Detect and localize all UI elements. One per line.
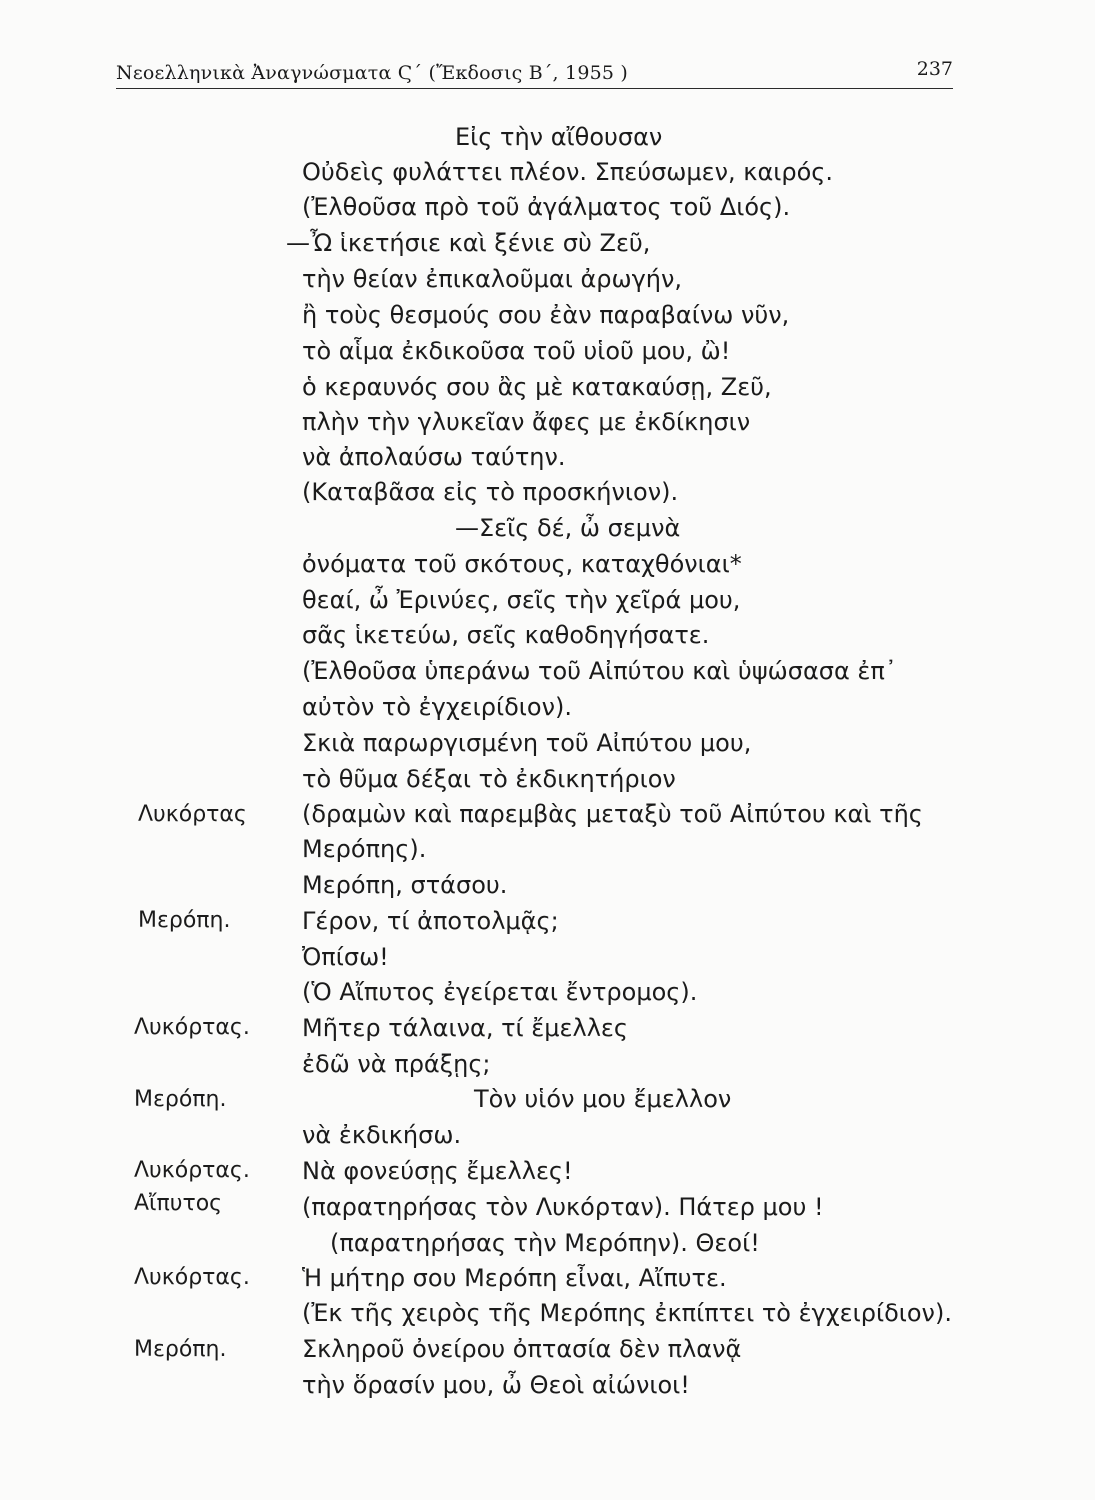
running-header: [116, 58, 953, 89]
stage-direction: (Ὁ Αἴπυτος ἐγείρεται ἔντρομος).: [302, 978, 698, 1006]
verse-line: τὴν ὅρασίν μου, ὦ Θεοὶ αἰώνιοι!: [302, 1371, 690, 1399]
verse-line: τὴν θείαν ἐπικαλοῦμαι ἀρωγήν,: [302, 265, 683, 293]
stage-direction: (παρατηρήσας τὸν Λυκόρταν). Πάτερ μου !: [302, 1193, 824, 1221]
speaker-label: Λυκόρτας.: [134, 1015, 250, 1040]
verse-line: Μῆτερ τάλαινα, τί ἔμελλες: [302, 1014, 628, 1042]
stage-direction: αὐτὸν τὸ ἐγχειρίδιον).: [302, 693, 573, 721]
verse-line: Σκληροῦ ὀνείρου ὀπτασία δὲν πλανᾷ: [302, 1335, 742, 1363]
verse-line: σᾶς ἱκετεύω, σεῖς καθοδηγήσατε.: [302, 621, 710, 649]
stage-direction: (Καταβᾶσα εἰς τὸ προσκήνιον).: [302, 478, 679, 506]
verse-line: ὀνόματα τοῦ σκότους, καταχθόνιαι*: [302, 550, 742, 578]
verse-line: ὁ κεραυνός σου ἂς μὲ κατακαύσῃ, Ζεῦ,: [302, 373, 772, 401]
verse-line: Γέρον, τί ἀποτολμᾷς;: [302, 907, 559, 935]
speaker-label: Αἴπυτος: [134, 1191, 223, 1216]
running-head: Νεοελληνικὰ Ἀναγνώσματα Ϛ΄ (Ἔκδοσις Β΄, 1955 ): [116, 62, 629, 84]
verse-line: Ἡ μήτηρ σου Μερόπη εἶναι, Αἴπυτε.: [302, 1264, 727, 1292]
verse-line: θεαί, ὦ Ἐρινύες, σεῖς τὴν χεῖρά μου,: [302, 586, 741, 614]
verse-line: Σκιὰ παρωργισμένη τοῦ Αἰπύτου μου,: [302, 729, 752, 757]
speaker-label: Λυκόρτας: [138, 802, 247, 827]
stage-direction: (δραμὼν καὶ παρεμβὰς μεταξὺ τοῦ Αἰπύτου καὶ τῆς: [302, 800, 923, 828]
speaker-label: Λυκόρτας.: [134, 1158, 250, 1183]
verse-line: Μερόπη, στάσου.: [302, 871, 508, 899]
stage-direction: Εἰς τὴν αἴθουσαν: [455, 123, 663, 151]
stage-direction: (Ἐκ τῆς χειρὸς τῆς Μερόπης ἐκπίπτει τὸ ἐγχειρίδιον).: [302, 1299, 952, 1327]
speaker-label: Μερόπη.: [134, 1087, 227, 1112]
verse-line: Ὀπίσω!: [302, 943, 389, 971]
verse-line: νὰ ἀπολαύσω ταύτην.: [302, 443, 566, 471]
verse-line: —Σεῖς δέ, ὦ σεμνὰ: [455, 514, 681, 542]
verse-line: τὸ αἷμα ἐκδικοῦσα τοῦ υἱοῦ μου, ὢ!: [302, 337, 731, 365]
page-number: 237: [916, 58, 953, 80]
stage-direction: (Ἐλθοῦσα πρὸ τοῦ ἀγάλματος τοῦ Διός).: [302, 193, 791, 221]
verse-line: Νὰ φονεύσῃς ἔμελλες!: [302, 1157, 573, 1185]
verse-line: πλὴν τὴν γλυκεῖαν ἄφες με ἐκδίκησιν: [302, 408, 751, 436]
speaker-label: Λυκόρτας.: [134, 1265, 250, 1290]
speaker-label: Μερόπη.: [138, 908, 231, 933]
verse-line: νὰ ἐκδικήσω.: [302, 1121, 462, 1149]
stage-direction: (παρατηρήσας τὴν Μερόπην). Θεοί!: [330, 1229, 760, 1257]
verse-line: —Ὦ ἱκετήσιε καὶ ξένιε σὺ Ζεῦ,: [286, 229, 651, 257]
verse-line: Τὸν υἱόν μου ἔμελλον: [474, 1085, 732, 1113]
verse-line: Οὐδεὶς φυλάττει πλέον. Σπεύσωμεν, καιρός.: [302, 158, 834, 186]
verse-line: ἐδῶ νὰ πράξῃς;: [302, 1050, 491, 1078]
stage-direction: Μερόπης).: [302, 835, 427, 863]
speaker-label: Μερόπη.: [134, 1337, 227, 1362]
verse-line: τὸ θῦμα δέξαι τὸ ἐκδικητήριον: [302, 765, 676, 793]
verse-line: ἢ τοὺς θεσμούς σου ἐὰν παραβαίνω νῦν,: [302, 301, 790, 329]
stage-direction: (Ἐλθοῦσα ὑπεράνω τοῦ Αἰπύτου καὶ ὑψώσασα ἐπ᾽: [302, 657, 897, 685]
